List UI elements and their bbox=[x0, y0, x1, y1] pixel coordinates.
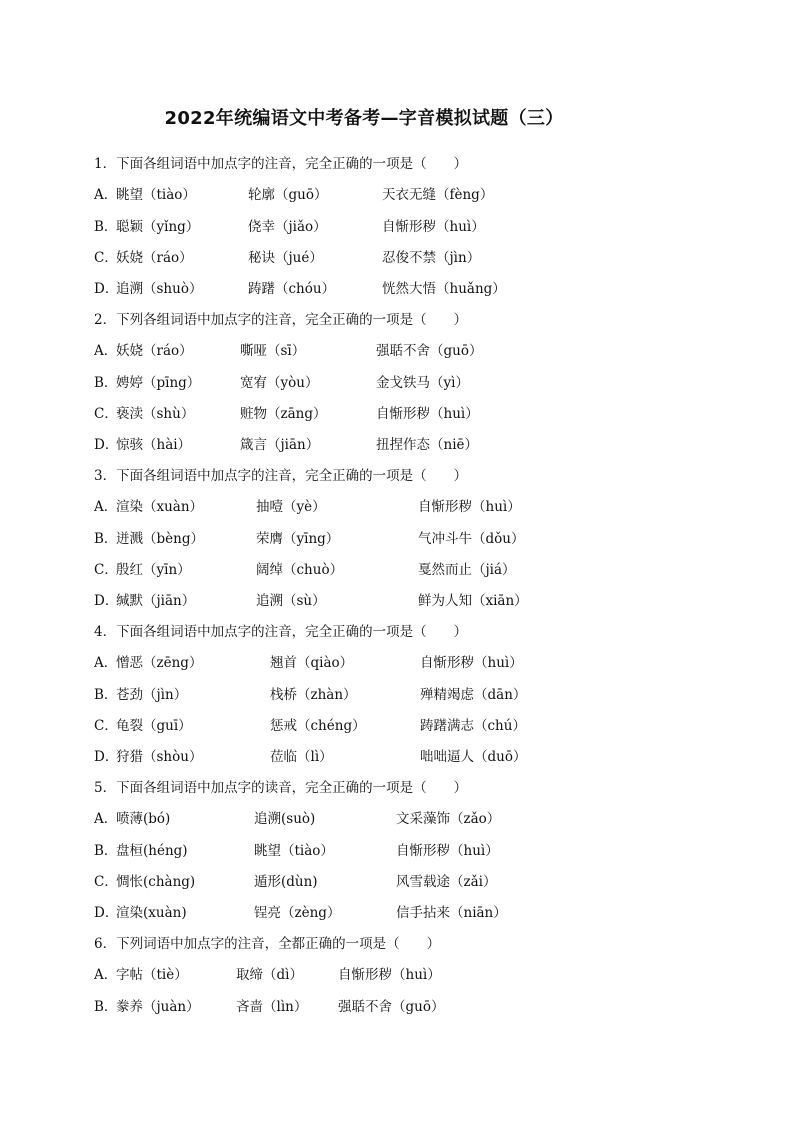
option-row bbox=[94, 215, 714, 235]
option-word: 金戈铁马（yì） bbox=[376, 374, 469, 391]
option-word: 箴言（jiān） bbox=[240, 437, 320, 454]
option-word: 字帖（tiè） bbox=[116, 967, 188, 984]
option-letter: B． bbox=[94, 530, 118, 547]
option-letter: A． bbox=[94, 187, 118, 204]
option-word: 戛然而止（jiá） bbox=[418, 561, 516, 578]
option-word: 殷红（yīn） bbox=[116, 561, 191, 578]
option-row bbox=[94, 714, 714, 734]
option-row bbox=[94, 963, 714, 983]
option-word: 龟裂（guī） bbox=[116, 717, 192, 734]
option-word: 惆怅(chàng) bbox=[116, 873, 196, 890]
option-row bbox=[94, 495, 714, 515]
option-word: 追溯（sù） bbox=[256, 593, 326, 610]
option-word: 妖娆（ráo） bbox=[116, 343, 193, 360]
option-letter: B． bbox=[94, 374, 118, 391]
option-letter: C． bbox=[94, 249, 118, 266]
option-word: 踌躇（chóu） bbox=[248, 281, 336, 298]
option-word: 娉婷（pīng） bbox=[116, 374, 201, 391]
option-word: 气冲斗牛（dǒu） bbox=[418, 530, 525, 547]
option-word: 狩猎（shòu） bbox=[116, 749, 203, 766]
option-row bbox=[94, 870, 714, 890]
option-row bbox=[94, 589, 714, 609]
option-word: 苍劲（jìn） bbox=[116, 686, 188, 703]
option-word: 吝啬（lìn） bbox=[236, 998, 308, 1015]
option-row bbox=[94, 527, 714, 547]
option-word: 咄咄逼人（duō） bbox=[420, 749, 527, 766]
option-word: 恍然大悟（huǎng） bbox=[382, 281, 506, 298]
option-word: 阔绰（chuò） bbox=[256, 561, 344, 578]
option-word: 豢养（juàn） bbox=[116, 998, 200, 1015]
option-word: 妖娆（ráo） bbox=[116, 249, 193, 266]
option-word: 惩戒（chéng） bbox=[270, 717, 366, 734]
option-word: 眺望（tiào） bbox=[116, 187, 196, 204]
option-word: 喷薄(bó) bbox=[116, 811, 171, 828]
option-word: 亵渎（shù） bbox=[116, 405, 195, 422]
question-stem: 6．下列词语中加点字的注音，全都正确的一项是（ ） bbox=[94, 936, 441, 952]
option-word: 莅临（lì） bbox=[270, 749, 333, 766]
option-letter: A． bbox=[94, 655, 118, 672]
option-letter: A． bbox=[94, 343, 118, 360]
option-word: 风雪载途（zǎi） bbox=[396, 873, 497, 890]
option-letter: D． bbox=[94, 749, 119, 766]
option-word: 荣膺（yīng） bbox=[256, 530, 340, 547]
question-stem: 1．下面各组词语中加点字的注音，完全正确的一项是（ ） bbox=[94, 156, 468, 172]
option-row bbox=[94, 558, 714, 578]
option-word: 赃物（zāng） bbox=[240, 405, 327, 422]
option-word: 憎恶（zēng） bbox=[116, 655, 203, 672]
option-row bbox=[94, 277, 714, 297]
option-word: 盘桓(héng) bbox=[116, 842, 188, 859]
option-row bbox=[94, 371, 714, 391]
question-stem: 5．下面各组词语中加点字的读音，完全正确的一项是（ ） bbox=[94, 780, 468, 796]
option-row bbox=[94, 683, 714, 703]
option-word: 自惭形秽（huì） bbox=[420, 655, 523, 672]
option-word: 追溯（shuò） bbox=[116, 281, 203, 298]
question-stem: 2．下列各组词语中加点字的注音，完全正确的一项是（ ） bbox=[94, 312, 468, 328]
option-row bbox=[94, 651, 714, 671]
option-word: 取缔（dì） bbox=[236, 967, 303, 984]
option-letter: C． bbox=[94, 405, 118, 422]
option-letter: B． bbox=[94, 218, 118, 235]
option-row bbox=[94, 246, 714, 266]
option-word: 栈桥（zhàn） bbox=[270, 686, 357, 703]
option-letter: A． bbox=[94, 967, 118, 984]
option-letter: B． bbox=[94, 686, 118, 703]
option-letter: C． bbox=[94, 873, 118, 890]
option-word: 惊骇（hài） bbox=[116, 437, 192, 454]
option-letter: D． bbox=[94, 281, 119, 298]
option-word: 自惭形秽（huì） bbox=[376, 405, 479, 422]
option-word: 侥幸（jiǎo） bbox=[248, 218, 327, 235]
option-letter: B． bbox=[94, 998, 118, 1015]
option-word: 自惭形秽（huì） bbox=[382, 218, 485, 235]
option-letter: D． bbox=[94, 905, 119, 922]
option-word: 秘诀（jué） bbox=[248, 249, 323, 266]
option-letter: D． bbox=[94, 437, 119, 454]
option-word: 追溯(suò) bbox=[254, 811, 316, 828]
page-title: 2022年统编语文中考备考—字音模拟试题（三） bbox=[164, 108, 564, 129]
option-word: 踌躇满志（chú） bbox=[420, 717, 526, 734]
option-letter: C． bbox=[94, 561, 118, 578]
option-word: 眺望（tiào） bbox=[254, 842, 334, 859]
option-row bbox=[94, 839, 714, 859]
option-row bbox=[94, 901, 714, 921]
option-word: 自惭形秽（huì） bbox=[338, 967, 441, 984]
option-word: 遁形(dùn) bbox=[254, 873, 318, 890]
question-stem: 4．下面各组词语中加点字的注音，完全正确的一项是（ ） bbox=[94, 624, 468, 640]
option-letter: C． bbox=[94, 717, 118, 734]
option-row bbox=[94, 433, 714, 453]
option-letter: B． bbox=[94, 842, 118, 859]
option-row bbox=[94, 745, 714, 765]
option-word: 翘首（qiào） bbox=[270, 655, 354, 672]
option-word: 自惭形秽（huì） bbox=[418, 499, 521, 516]
option-letter: D． bbox=[94, 593, 119, 610]
option-word: 殚精竭虑（dān） bbox=[420, 686, 527, 703]
option-word: 鲜为人知（xiān） bbox=[418, 593, 528, 610]
option-row bbox=[94, 402, 714, 422]
option-word: 信手拈来（niān） bbox=[396, 905, 507, 922]
option-letter: A． bbox=[94, 811, 118, 828]
option-word: 锃亮（zèng） bbox=[254, 905, 341, 922]
option-word: 忍俊不禁（jìn） bbox=[382, 249, 481, 266]
option-word: 文采藻饰（zǎo） bbox=[396, 811, 501, 828]
option-letter: A． bbox=[94, 499, 118, 516]
option-word: 自惭形秽（huì） bbox=[396, 842, 499, 859]
option-word: 聪颖（yǐng） bbox=[116, 218, 200, 235]
option-word: 抽噎（yè） bbox=[256, 499, 326, 516]
option-word: 强聒不舍（guō） bbox=[376, 343, 483, 360]
option-word: 嘶哑（sī） bbox=[240, 343, 306, 360]
option-word: 扭捏作态（niē） bbox=[376, 437, 479, 454]
option-word: 轮廓（guō） bbox=[248, 187, 328, 204]
question-stem: 3．下面各组词语中加点字的注音，完全正确的一项是（ ） bbox=[94, 468, 468, 484]
option-row bbox=[94, 995, 714, 1015]
option-word: 渲染（xuàn） bbox=[116, 499, 204, 516]
option-word: 天衣无缝（fèng） bbox=[382, 187, 494, 204]
option-word: 宽宥（yòu） bbox=[240, 374, 319, 391]
option-word: 迸溅（bèng） bbox=[116, 530, 204, 547]
option-row bbox=[94, 183, 714, 203]
option-word: 强聒不舍（guō） bbox=[338, 998, 445, 1015]
option-row bbox=[94, 807, 714, 827]
option-row bbox=[94, 339, 714, 359]
option-word: 渲染(xuàn) bbox=[116, 905, 187, 922]
option-word: 缄默（jiān） bbox=[116, 593, 196, 610]
